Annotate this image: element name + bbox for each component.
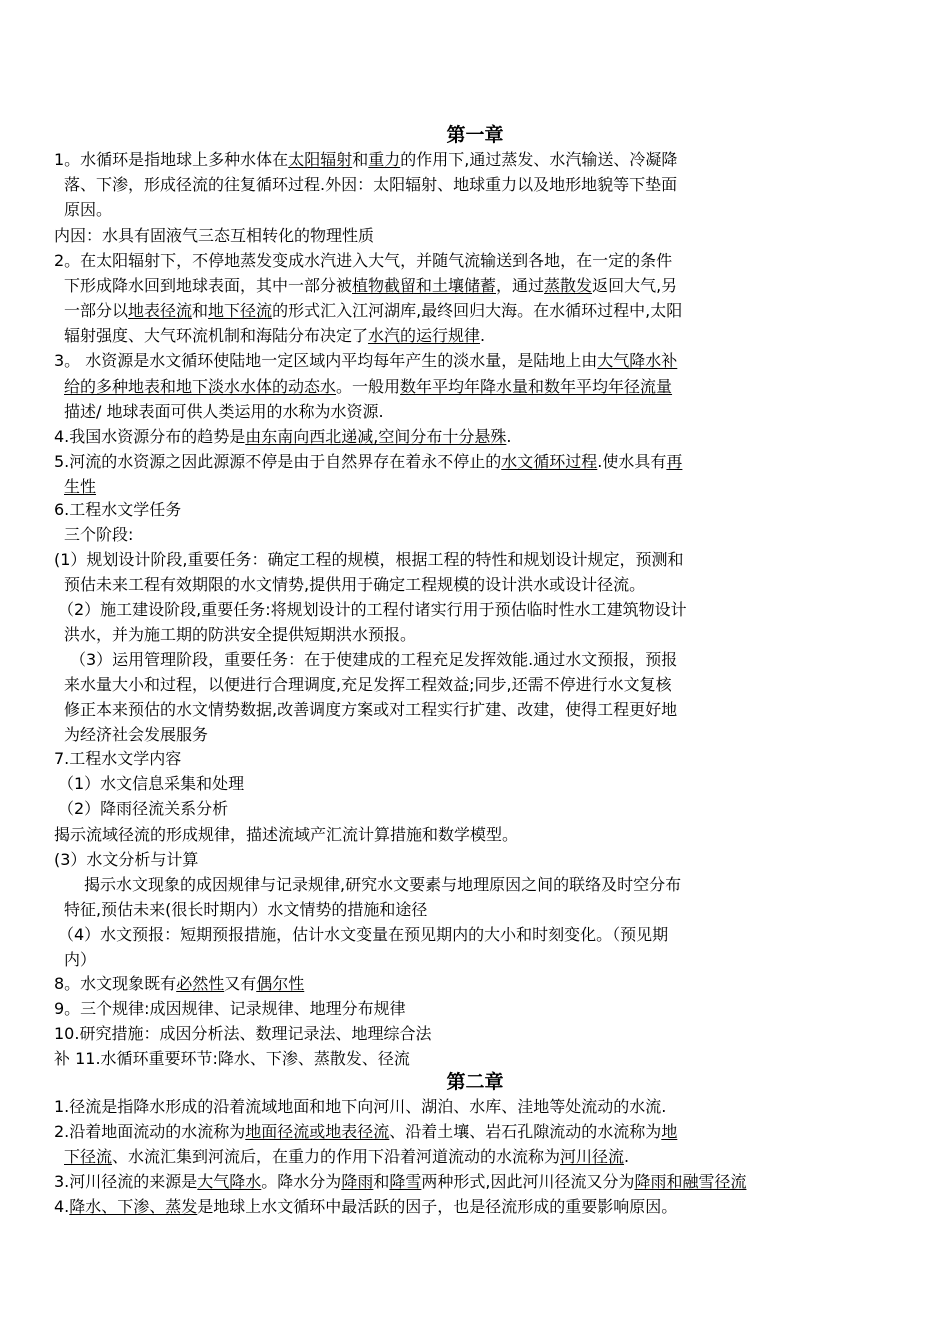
- text-segment: 下形成降水回到地球表面，其中一部分被: [64, 276, 353, 295]
- underlined-term: 数年平均年降水量和数年平均年径流量: [400, 377, 673, 396]
- text-line: [64, 175, 677, 195]
- text-segment: 2.沿着地面流动的水流称为: [54, 1122, 246, 1141]
- text-segment: 返回大气,另: [592, 276, 678, 295]
- text-segment: 8。水文现象既有: [54, 974, 177, 993]
- underlined-term: 蒸散发: [544, 276, 593, 295]
- text-segment: 是地球上水文循环中最活跃的因子，也是径流形成的重要影响原因。: [197, 1197, 678, 1216]
- text-line: [64, 950, 96, 970]
- text-segment: 修正本来预估的水文情势数据,改善调度方案或对工程实行扩建、改建，使得工程更好地: [64, 700, 678, 719]
- text-segment: 和: [192, 301, 209, 320]
- underlined-term: 降雨: [341, 1172, 374, 1191]
- underlined-term: 偶尔性: [256, 974, 305, 993]
- text-segment: 内）: [64, 950, 97, 969]
- text-line: [64, 725, 208, 745]
- underlined-term: 河川径流: [560, 1147, 625, 1166]
- chapter1-title: 第一章: [446, 124, 504, 146]
- text-segment: 1。水循环是指地球上多种水体在: [54, 150, 289, 169]
- text-line: [70, 650, 677, 670]
- text-segment: 揭示水文现象的成因规律与记录规律,研究水文要素与地理原因之间的联络及时空分布: [84, 875, 682, 894]
- text-line: [54, 351, 677, 371]
- text-segment: 。一般用: [336, 377, 401, 396]
- underlined-term: 降水、下渗、蒸发: [69, 1197, 198, 1216]
- text-line: [64, 1147, 629, 1167]
- text-segment: 落、下渗，形成径流的往复循环过程.外因：太阳辐射、地球重力以及地形地貌等下垫面: [64, 175, 678, 194]
- text-segment: .: [506, 427, 512, 446]
- text-line: [64, 525, 133, 545]
- text-segment: 三个阶段:: [64, 525, 134, 544]
- text-segment: 4.: [54, 1197, 70, 1216]
- text-line: [64, 377, 672, 397]
- underlined-term: 水汽的运行规律: [368, 326, 481, 345]
- underlined-term: 必然性: [176, 974, 225, 993]
- text-segment: (1）规划设计阶段,重要任务：确定工程的规模，根据工程的特性和规划设计规定，预测和: [54, 550, 684, 569]
- text-segment: （2）施工建设阶段,重要任务:将规划设计的工程付诸实行用于预估临时性水工建筑物设计: [58, 600, 687, 619]
- text-line: [54, 226, 374, 246]
- text-line: [54, 749, 181, 769]
- chapter2-title: 第二章: [446, 1071, 504, 1093]
- text-segment: 、水流汇集到河流后，在重力的作用下沿着河道流动的水流称为: [112, 1147, 561, 1166]
- text-line: [54, 974, 304, 994]
- text-segment: 预估未来工程有效期限的水文情势,提供用于确定工程规模的设计洪水或设计径流。: [64, 575, 646, 594]
- text-line: [64, 402, 384, 422]
- text-line: [54, 500, 181, 520]
- text-segment: 的形式汇入江河湖库,最终回归大海。在水循环过程中,太阳: [272, 301, 683, 320]
- text-segment: （2）降雨径流关系分析: [58, 799, 229, 818]
- text-segment: 为经济社会发展服务: [64, 725, 209, 744]
- text-line: [64, 301, 682, 321]
- text-line: [64, 575, 645, 595]
- text-line: [64, 625, 416, 645]
- text-line: [58, 799, 228, 819]
- text-segment: 3.河川径流的来源是: [54, 1172, 198, 1191]
- underlined-term: 大气降水补: [597, 351, 678, 370]
- underlined-term: 地: [661, 1122, 678, 1141]
- text-segment: 4.我国水资源分布的趋势是: [54, 427, 246, 446]
- text-line: [64, 477, 96, 497]
- text-segment: 又有: [224, 974, 257, 993]
- text-segment: 。降水分为: [261, 1172, 342, 1191]
- text-segment: .: [480, 326, 486, 345]
- text-segment: 和: [373, 1172, 390, 1191]
- text-line: [58, 925, 668, 945]
- underlined-term: 植物截留和土壤储蓄: [352, 276, 497, 295]
- text-line: [54, 251, 672, 271]
- underlined-term: 下径流: [64, 1147, 113, 1166]
- text-segment: ，通过: [496, 276, 545, 295]
- text-segment: 3。 水资源是水文循环使陆地一定区域内平均每年产生的淡水量，是陆地上由: [54, 351, 598, 370]
- underlined-term: 生性: [64, 477, 97, 496]
- text-segment: 一部分以: [64, 301, 129, 320]
- text-segment: 揭示流域径流的形成规律，描述流域产汇流计算措施和数学模型。: [54, 825, 519, 844]
- text-segment: （3）运用管理阶段，重要任务：在于使建成的工程充足发挥效能.通过水文预报，预报: [70, 650, 678, 669]
- text-segment: 内因：水具有固液气三态互相转化的物理性质: [54, 226, 375, 245]
- text-segment: 10.研究措施：成因分析法、数理记录法、地理综合法: [54, 1024, 432, 1043]
- text-segment: .使水具有: [597, 452, 667, 471]
- underlined-term: 降雪: [389, 1172, 422, 1191]
- text-line: [54, 1197, 677, 1217]
- text-line: [54, 427, 511, 447]
- text-segment: 特征,预估未来(很长时期内）水文情势的措施和途径: [64, 900, 428, 919]
- text-segment: 9。三个规律:成因规律、记录规律、地理分布规律: [54, 999, 406, 1018]
- underlined-term: 水文循环过程: [501, 452, 598, 471]
- text-segment: 6.工程水文学任务: [54, 500, 182, 519]
- text-segment: （1）水文信息采集和处理: [58, 774, 245, 793]
- text-line: [54, 999, 406, 1019]
- text-line: [64, 200, 112, 220]
- underlined-term: 地下径流: [208, 301, 273, 320]
- text-line: [84, 875, 681, 895]
- text-segment: 1.径流是指降水形成的沿着流域地面和地下向河川、湖泊、水库、洼地等处流动的水流.: [54, 1097, 667, 1116]
- underlined-term: 重力: [368, 150, 401, 169]
- underlined-term: 给的多种地表和地下淡水水体的动态水: [64, 377, 337, 396]
- text-segment: （4）水文预报：短期预报措施，估计水文变量在预见期内的大小和时刻变化。（预见期: [58, 925, 669, 944]
- text-segment: 5.河流的水资源之因此源源不停是由于自然界存在着永不停止的: [54, 452, 502, 471]
- underlined-term: 大气降水: [197, 1172, 262, 1191]
- text-segment: 洪水，并为施工期的防洪安全提供短期洪水预报。: [64, 625, 417, 644]
- text-line: [64, 900, 427, 920]
- text-segment: 和: [352, 150, 369, 169]
- text-line: [54, 1049, 410, 1069]
- text-segment: 补 11.水循环重要环节:降水、下渗、蒸散发、径流: [54, 1049, 410, 1068]
- text-line: [54, 850, 198, 870]
- text-segment: 描述/ 地球表面可供人类运用的水称为水资源.: [64, 402, 384, 421]
- text-line: [64, 700, 677, 720]
- text-line: [54, 452, 682, 472]
- text-line: [54, 1172, 746, 1192]
- text-segment: (3）水文分析与计算: [54, 850, 199, 869]
- text-line: [54, 1122, 677, 1142]
- underlined-term: 再: [666, 452, 683, 471]
- underlined-term: 地面径流或地表径流: [245, 1122, 390, 1141]
- text-line: [54, 150, 677, 170]
- text-segment: 两种形式,因此河川径流又分为: [421, 1172, 635, 1191]
- text-line: [64, 326, 485, 346]
- text-segment: .: [624, 1147, 630, 1166]
- underlined-term: 降雨和融雪径流: [634, 1172, 747, 1191]
- underlined-term: 地表径流: [128, 301, 193, 320]
- text-segment: 、沿着土壤、岩石孔隙流动的水流称为: [389, 1122, 662, 1141]
- text-line: [54, 550, 684, 570]
- text-line: [64, 276, 677, 296]
- text-segment: 辐射强度、大气环流机制和海陆分布决定了: [64, 326, 369, 345]
- text-segment: 来水量大小和过程，以便进行合理调度,充足发挥工程效益;同步,还需不停进行水文复核: [64, 675, 672, 694]
- text-segment: 的作用下,通过蒸发、水汽输送、冷凝降: [400, 150, 678, 169]
- text-segment: 原因。: [64, 200, 113, 219]
- underlined-term: 太阳辐射: [288, 150, 353, 169]
- text-line: [54, 1024, 431, 1044]
- underlined-term: 由东南向西北递减,空间分布十分悬殊: [245, 427, 507, 446]
- text-line: [64, 675, 672, 695]
- text-segment: 7.工程水文学内容: [54, 749, 182, 768]
- text-line: [58, 600, 687, 620]
- text-line: [54, 1097, 666, 1117]
- text-line: [54, 825, 518, 845]
- text-segment: 2。在太阳辐射下，不停地蒸发变成水汽进入大气，并随气流输送到各地，在一定的条件: [54, 251, 673, 270]
- text-line: [58, 774, 244, 794]
